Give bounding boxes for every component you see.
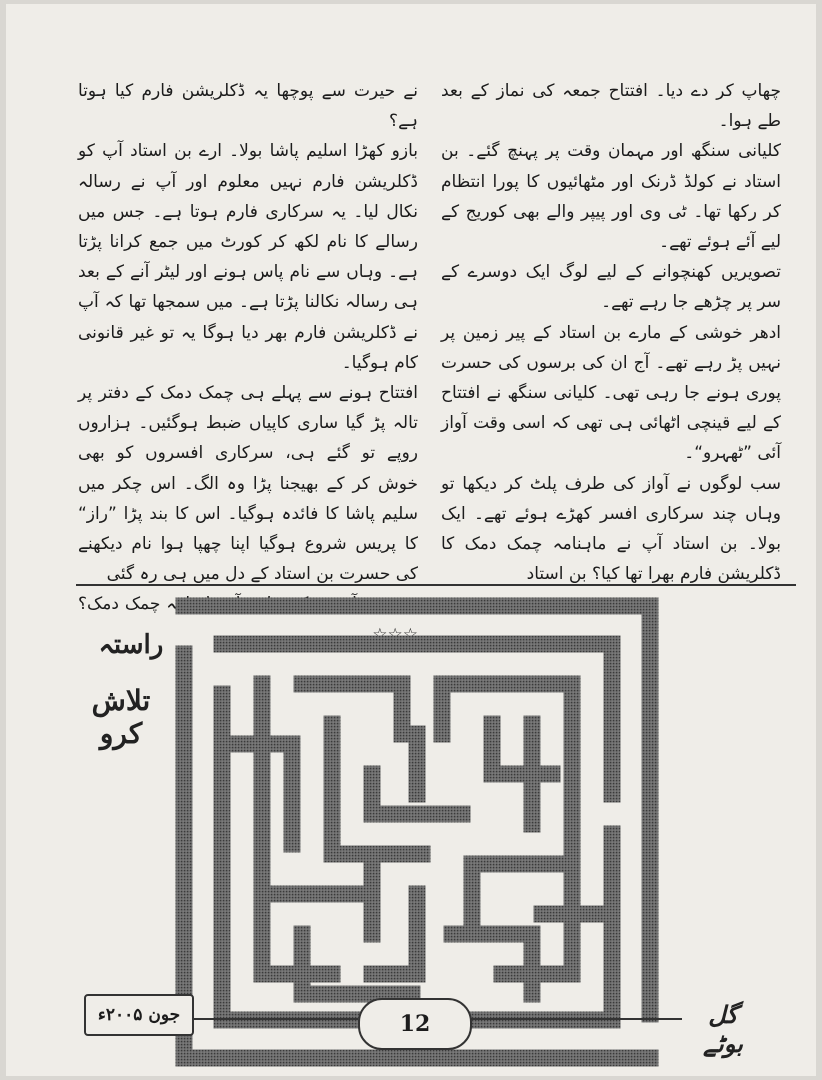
page-number: 12 (358, 998, 472, 1050)
maze-walls (184, 606, 650, 1058)
paragraph: تصویریں کھنچوانے کے لیے لوگ ایک دوسرے کے سر پر چڑھے جا رہے تھے۔ (441, 262, 781, 313)
magazine-logo: گل بوٹے (703, 1000, 743, 1058)
closing-text: وہ سرد آہ بھر کر بولے۔ آہ ماہنامہ چمک دمک؟ (78, 594, 418, 615)
paragraph: چھاپ کر دے دیا۔ افتتاح جمعہ کی نماز کے بعد طے ہوا۔ (441, 81, 781, 132)
end-of-story-stars: ☆☆☆ (372, 624, 418, 645)
paragraph: ادھر خوشی کے مارے بن استاد کے پیر زمین پر نہیں پڑ رہے تھے۔ آج ان کی برسوں کی حسرت پوری ہونے جا رہی تھی۔ کلیانی سنگھ نے افتتاح کے لیے قینچی اٹھائی ہی تھی کہ اسی وقت آواز آئی ”ٹھہرو“۔ (441, 322, 781, 464)
paragraph: نے حیرت سے پوچھا یہ ڈکلریشن فارم کیا ہوتا ہے؟ (78, 81, 418, 132)
section-divider (76, 584, 796, 586)
issue-date: جون ۲۰۰۵ء (84, 994, 194, 1036)
maze-title-line1: راستہ (98, 630, 164, 660)
article-column-right (441, 76, 781, 589)
paragraph: کلیانی سنگھ اور مہمان وقت پر پہنچ گئے۔ بن استاد نے کولڈ ڈرنک اور مٹھائیوں کا پورا انتظام کر رکھا تھا۔ ٹی وی اور پیپر والے بھی کوریج کے لیے آئے ہوئے تھے۔ (441, 141, 781, 253)
footer-rule-left (192, 1018, 358, 1020)
paragraph: سب لوگوں نے آواز کی طرف پلٹ کر دیکھا تو وہاں چند سرکاری افسر کھڑے ہوئے تھے۔ ایک بولا۔ بن استاد آپ نے ماہنامہ چمک دمک کا ڈکلریشن فارم بھرا تھا کیا؟ بن استاد (441, 473, 781, 585)
magazine-page (6, 4, 816, 1076)
article-column-left (78, 76, 418, 650)
paragraph: افتتاح ہونے سے پہلے ہی چمک دمک کے دفتر پر تالہ پڑ گیا ساری کاپیاں ضبط ہوگئیں۔ ہزاروں روپے تو گئے ہی، سرکاری افسروں کو بھی خوش کر کے بھیجنا پڑا وہ الگ۔ اس چکر میں سلیم پاشا کا فائدہ ہوگیا۔ اس کا بند پڑا ”راز“ کا پریس شروع ہوگیا اپنا چھپا ہوا نام دیکھنے کی حسرت بن استاد کے دل میں ہی رہ گئی (78, 383, 418, 585)
footer-rule-right (468, 1018, 682, 1020)
paragraph: بازو کھڑا اسلیم پاشا بولا۔ ارے بن استاد آپ کو ڈکلریشن فارم نہیں معلوم اور آپ نے رسالہ نکال لیا۔ یہ سرکاری فارم ہوتا ہے۔ جس میں رسالے کا نام لکھ کر کورٹ میں جمع کرانا پڑتا ہے۔ وہاں سے نام پاس ہونے اور لیٹر آنے کے بعد ہی رسالہ نکالنا پڑتا ہے۔ میں سمجھا تھا کہ آپ نے ڈکلریشن فارم بھر دیا ہوگا یہ تو غیر قانونی کام ہوگیا۔ (78, 141, 418, 373)
maze-title-line2: تلاش کرو (91, 684, 151, 750)
